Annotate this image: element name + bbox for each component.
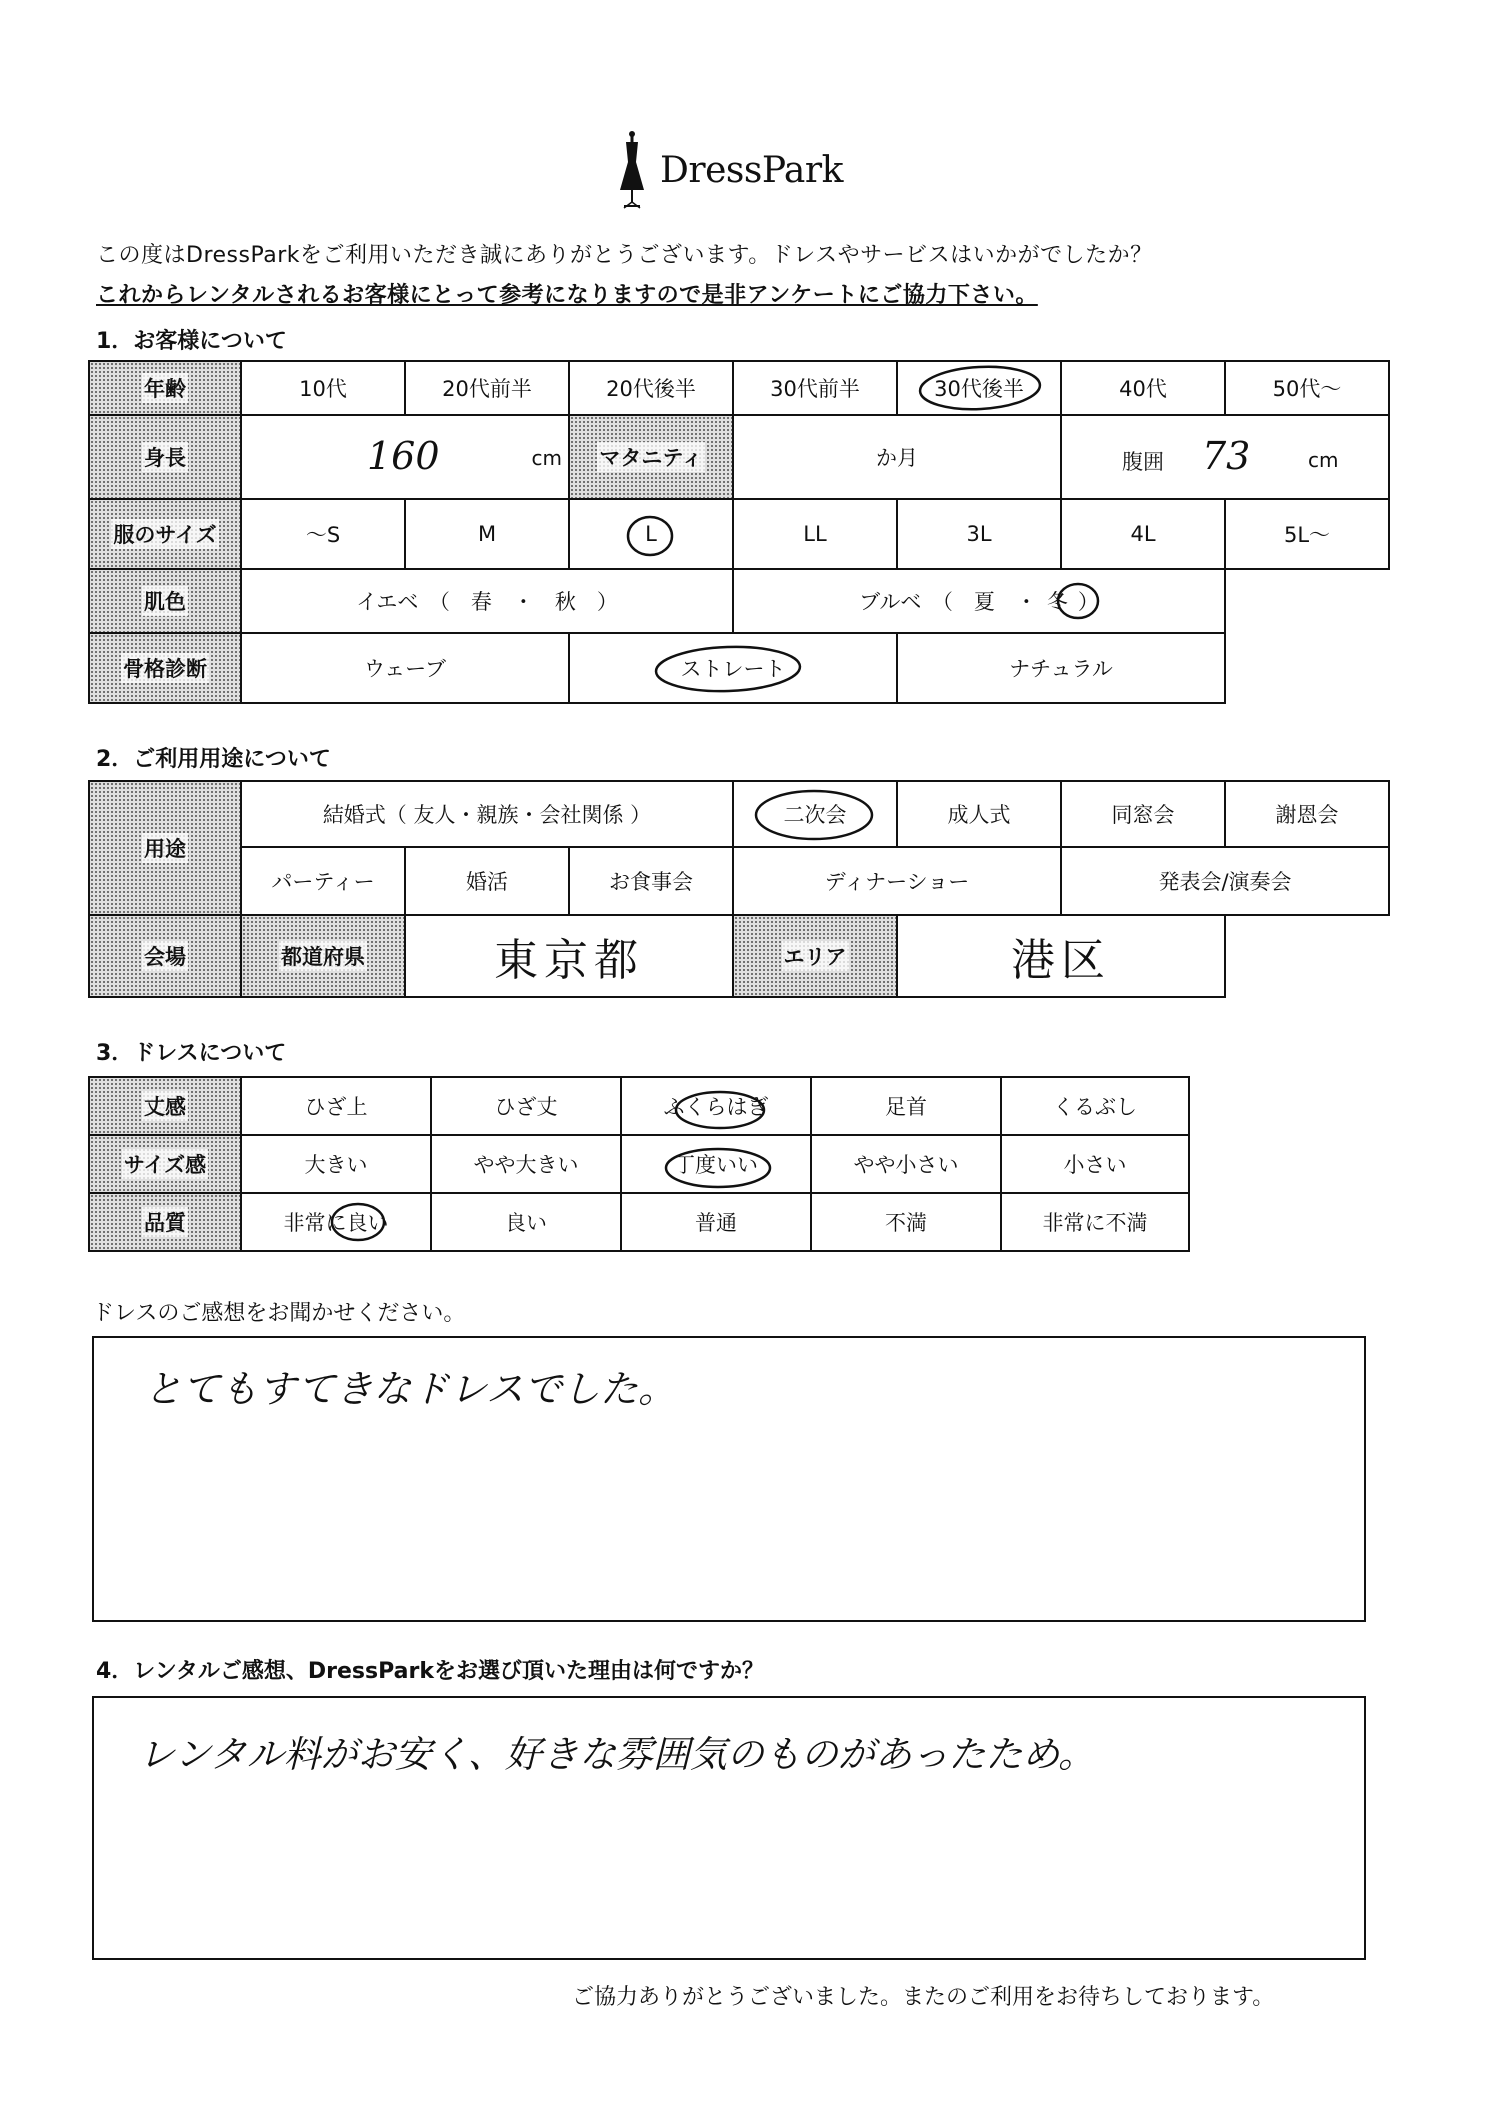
size-option[interactable]: M [404,498,570,570]
section-3-title: 3．ドレスについて [96,1041,287,1066]
waist-label: 腹囲 [1122,450,1164,474]
purpose-option[interactable]: 同窓会 [1060,780,1226,848]
size-label: 服のサイズ [88,498,242,570]
quality-option[interactable]: 良い [430,1192,622,1252]
size-option[interactable]: 3L [896,498,1062,570]
skin-blue-winter-selected[interactable]: 冬 [1046,590,1068,614]
maternity-field[interactable] [732,414,1062,500]
prefecture-label: 都道府県 [240,914,406,998]
purpose-option[interactable]: ディナーショー [732,846,1062,916]
skin-blue-prefix: ブルベ （ 夏 ・ [859,590,1037,614]
footer-thanks: ご協力ありがとうございました。またのご利用をお待ちしております。 [572,1985,1275,2010]
prefecture-value: 東京都 [494,935,644,986]
size-option[interactable]: LL [732,498,898,570]
area-value: 港区 [1011,935,1111,986]
fit-option[interactable]: やや大きい [430,1134,622,1194]
fit-option-selected[interactable]: 丁度いい [620,1134,812,1194]
fit-option[interactable]: 大きい [240,1134,432,1194]
waist-field[interactable] [1060,414,1390,500]
waist-value: 73 [1202,434,1251,478]
age-option[interactable]: 20代前半 [404,360,570,416]
waist-unit: cm [1308,448,1339,472]
section-4-title: 4．レンタルご感想、DressParkをお選び頂いた理由は何ですか？ [96,1659,764,1684]
maternity-label: マタニティ [568,414,734,500]
purpose-option[interactable]: 結婚式（ 友人・親族・会社関係 ） [240,780,734,848]
skin-option-yellow[interactable]: イエベ （ 春 ・ 秋 ） [240,568,734,634]
age-option-selected[interactable]: 30代後半 [896,360,1062,416]
quality-option[interactable]: 不満 [810,1192,1002,1252]
comment-text: とてもすてきなドレスでした。 [144,1367,677,1411]
reason-text: レンタル料がお安く、好きな雰囲気のものがあったため。 [138,1733,1096,1776]
purpose-option[interactable]: 婚活 [404,846,570,916]
bone-option-selected[interactable]: ストレート [568,632,898,704]
area-field[interactable] [896,914,1226,998]
section-2-title: 2．ご利用用途について [96,747,331,772]
quality-option-selected[interactable]: 非常に良い [240,1192,432,1252]
size-option[interactable]: 5L～ [1224,498,1390,570]
skin-label: 肌色 [88,568,242,634]
dresspark-logo [612,128,852,218]
length-option[interactable]: 足首 [810,1076,1002,1136]
comment-box[interactable] [92,1336,1366,1622]
purpose-option[interactable]: 成人式 [896,780,1062,848]
area-label: エリア [732,914,898,998]
age-option[interactable]: 40代 [1060,360,1226,416]
purpose-option[interactable]: パーティー [240,846,406,916]
section-1-title: 1．お客様について [96,329,287,354]
fit-option[interactable]: 小さい [1000,1134,1190,1194]
size-option[interactable]: ～S [240,498,406,570]
brand-name: DressPark [660,150,843,191]
reason-box[interactable] [92,1696,1366,1960]
height-field[interactable] [240,414,570,500]
fit-option[interactable]: やや小さい [810,1134,1002,1194]
bone-option[interactable]: ウェーブ [240,632,570,704]
age-label: 年齢 [88,360,242,416]
prefecture-field[interactable] [404,914,734,998]
height-label: 身長 [88,414,242,500]
quality-option[interactable]: 非常に不満 [1000,1192,1190,1252]
purpose-option-selected[interactable]: 二次会 [732,780,898,848]
height-unit: cm [531,446,562,470]
bone-option[interactable]: ナチュラル [896,632,1226,704]
length-option[interactable]: ひざ丈 [430,1076,622,1136]
venue-label: 会場 [88,914,242,998]
height-value: 160 [367,434,440,478]
length-option-selected[interactable]: ふくらはぎ [620,1076,812,1136]
maternity-unit: か月 [876,446,918,470]
quality-option[interactable]: 普通 [620,1192,812,1252]
dress-icon [612,128,652,218]
length-option[interactable]: ひざ上 [240,1076,432,1136]
intro-line-2: これからレンタルされるお客様にとって参考になりますので是非アンケートにご協力下さい。 [96,283,1038,308]
size-option-selected[interactable]: L [568,498,734,570]
skin-option-blue[interactable] [732,568,1226,634]
size-option[interactable]: 4L [1060,498,1226,570]
bone-label: 骨格診断 [88,632,242,704]
skin-blue-suffix: ） [1077,590,1099,614]
age-option[interactable]: 20代後半 [568,360,734,416]
length-label: 丈感 [88,1076,242,1136]
purpose-label: 用途 [88,780,242,916]
intro-line-1: この度はDressParkをご利用いただき誠にありがとうございます。ドレスやサービスはいかがでしたか？ [96,243,1153,268]
purpose-option[interactable]: 発表会/演奏会 [1060,846,1390,916]
age-option[interactable]: 30代前半 [732,360,898,416]
purpose-option[interactable]: 謝恩会 [1224,780,1390,848]
length-option[interactable]: くるぶし [1000,1076,1190,1136]
comment-prompt: ドレスのご感想をお聞かせください。 [92,1301,466,1326]
age-option[interactable]: 50代～ [1224,360,1390,416]
purpose-option[interactable]: お食事会 [568,846,734,916]
age-option[interactable]: 10代 [240,360,406,416]
fit-label: サイズ感 [88,1134,242,1194]
quality-label: 品質 [88,1192,242,1252]
